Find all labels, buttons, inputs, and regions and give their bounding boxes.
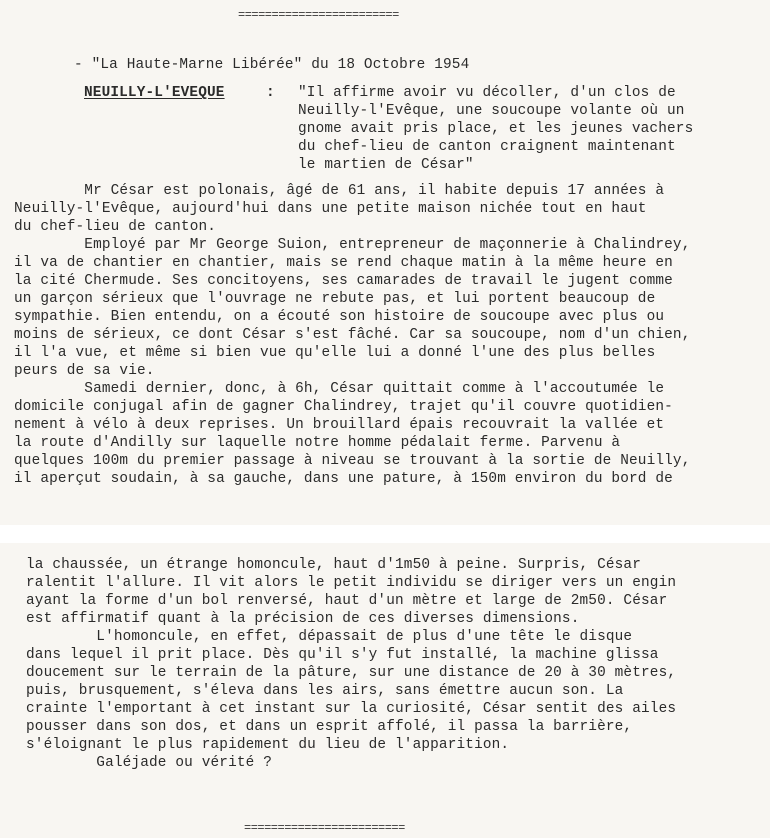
body-line: Galéjade ou vérité ?	[26, 755, 273, 771]
quote-line: du chef-lieu de canton craignent maintenant	[298, 139, 676, 155]
body-line: puis, brusquement, s'éleva dans les airs, sans émettre aucun son. La	[26, 683, 624, 699]
page-bottom-sheet	[0, 543, 770, 838]
body-line: Neuilly-l'Evêque, aujourd'hui dans une petite maison nichée tout en haut	[14, 201, 647, 217]
quote-line: gnome avait pris place, et les jeunes vachers	[298, 121, 694, 137]
body-line: est affirmatif quant à la précision de ces diverses dimensions.	[26, 611, 580, 627]
body-line: Samedi dernier, donc, à 6h, César quittait comme à l'accoutumée le	[14, 381, 665, 397]
body-line: il aperçut soudain, à sa gauche, dans une pature, à 150m environ du bord de	[14, 471, 673, 487]
body-line: ralentit l'allure. Il vit alors le petit individu se diriger vers un engin	[26, 575, 677, 591]
body-line: la cité Chermude. Ses concitoyens, ses camarades de travail le jugent comme	[14, 273, 673, 289]
quote-line: "Il affirme avoir vu décoller, d'un clos de	[298, 85, 676, 101]
quote-line: le martien de César"	[298, 157, 474, 173]
body-line: un garçon sérieux que l'ouvrage ne rebute pas, et lui portent beaucoup de	[14, 291, 656, 307]
place-heading: NEUILLY-L'EVEQUE	[84, 85, 225, 101]
quote-line: Neuilly-l'Evêque, une soucoupe volante où un	[298, 103, 685, 119]
body-line: crainte l'emportant à cet instant sur la curiosité, César sentit des ailes	[26, 701, 677, 717]
body-line: du chef-lieu de canton.	[14, 219, 217, 235]
body-line: ayant la forme d'un bol renversé, haut d'un mètre et large de 2m50. César	[26, 593, 668, 609]
body-line: Employé par Mr George Suion, entrepreneur de maçonnerie à Chalindrey,	[14, 237, 691, 253]
top-separator: ========================	[238, 8, 399, 22]
body-line: il va de chantier en chantier, mais se rend chaque matin à la même heure en	[14, 255, 673, 271]
body-line: quelques 100m du premier passage à niveau se trouvant à la sortie de Neuilly,	[14, 453, 691, 469]
source-line: - "La Haute-Marne Libérée" du 18 Octobre 1954	[74, 57, 470, 73]
body-line: s'éloignant le plus rapidement du lieu de l'apparition.	[26, 737, 510, 753]
body-line: dans lequel il prit place. Dès qu'il s'y fut installé, la machine glissa	[26, 647, 659, 663]
body-line: il l'a vue, et même si bien vue qu'elle lui a donné l'une des plus belles	[14, 345, 656, 361]
bottom-separator: ========================	[244, 821, 405, 835]
body-line: nement à vélo à deux reprises. Un brouillard épais recouvrait la vallée et	[14, 417, 665, 433]
body-line: doucement sur le terrain de la pâture, sur une distance de 20 à 30 mètres,	[26, 665, 677, 681]
body-line: sympathie. Bien entendu, on a écouté son histoire de soucoupe avec plus ou	[14, 309, 665, 325]
body-line: domicile conjugal afin de gagner Chalindrey, trajet qu'il couvre quotidien-	[14, 399, 673, 415]
heading-colon: :	[266, 85, 275, 101]
body-line: Mr César est polonais, âgé de 61 ans, il habite depuis 17 années à	[14, 183, 665, 199]
body-line: la chaussée, un étrange homoncule, haut d'1m50 à peine. Surpris, César	[26, 557, 642, 573]
body-line: pousser dans son dos, et dans un esprit affolé, il passa la barrière,	[26, 719, 633, 735]
body-line: L'homoncule, en effet, dépassait de plus d'une tête le disque	[26, 629, 633, 645]
body-line: moins de sérieux, ce dont César s'est fâché. Car sa soucoupe, nom d'un chien,	[14, 327, 691, 343]
body-line: peurs de sa vie.	[14, 363, 155, 379]
body-line: la route d'Andilly sur laquelle notre homme pédalait ferme. Parvenu à	[14, 435, 621, 451]
